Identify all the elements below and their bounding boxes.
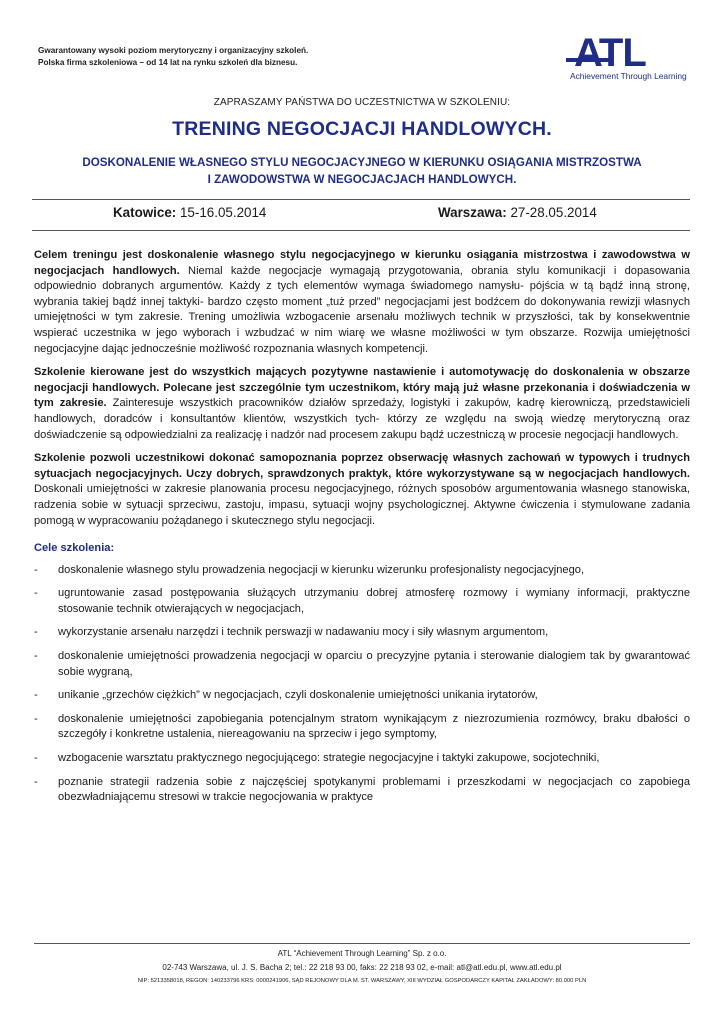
location-dates: 15-16.05.2014 (179, 205, 267, 220)
paragraph-lead: Szkolenie pozwoli uczestnikowi dokonać samopoznania poprzez obserwację własnych zachowań w typowych i trudnych sytuacjach negocjacyjnych. Uczy dobrych, sprawdzonych praktyk, które wykorzystywane są w negocjacjach handlowych. (34, 452, 690, 480)
header-tagline (38, 45, 308, 69)
goals-list (34, 563, 690, 806)
page-subtitle (40, 154, 684, 188)
goal-text: wykorzystanie arsenału narzędzi i technik perswazji w nadawaniu mocy i siły własnym argumentom, (58, 626, 549, 639)
atl-logo (566, 30, 692, 88)
logo-text: ATL (574, 31, 646, 75)
goal-item: - poznanie strategii radzenia sobie z najczęściej spotykanymi problemami i przeszkodami w negocjacjach co zapobiega obezwładniającemu stresowi w trakcie negocjowania w praktyce (34, 775, 690, 804)
location-warszawa (438, 205, 597, 220)
divider-top (32, 199, 690, 200)
goal-text: doskonalenie umiejętności prowadzenia negocjacji w oparciu o precyzyjne pytania i sterowanie dialogiem tak by gwarantować sobie wygraną, (58, 650, 690, 678)
paragraph-body: Zainteresuje wszystkich pracowników działów sprzedaży, logistyki i zakupów, kadrę kierowniczą, przedstawicieli handlowych, doradców i konsultantów klientów, wszystkich tych- którzy ze względu na swoją wiedzę merytoryczną oraz doświadczenie są odpowiedzialni za realizację i nadzór nad procesem zakupu bądź uczestniczą w procesie negocjacji handlowych. (34, 397, 690, 441)
paragraph-lead: Szkolenie kierowane jest do wszystkich mających pozytywne nastawienie i automotywację do doskonalenia w obszarze negocjacji handlowych. Polecane jest szczególnie tym uczestnikom, który mają już własne przekonania i doświadczenia w tym zakresie. (34, 366, 690, 410)
goal-item: - wykorzystanie arsenału narzędzi i technik perswazji w nadawaniu mocy i siły własnym argumentom, (34, 626, 549, 639)
goal-item: - ugruntowanie zasad postępowania służących utrzymaniu dobrej atmosferę rozmowy i wymiany informacji, praktyczne stosowanie technik otwierających w negocjacjach, (34, 587, 690, 615)
invite-text: ZAPRASZAMY PAŃSTWA DO UCZESTNICTWA W SZKOLENIU: (213, 97, 511, 108)
goal-item: - unikanie „grzechów ciężkich” w negocjacjach, czyli doskonalenie umiejętności unikania irytatorów, (34, 689, 538, 702)
goal-text: unikanie „grzechów ciężkich” w negocjacjach, czyli doskonalenie umiejętności unikania irytatorów, (58, 689, 538, 702)
subtitle-line-2: I ZAWODOWSTWA W NEGOCJACJACH HANDLOWYCH. (207, 173, 517, 186)
goal-item: - wzbogacenie warsztatu praktycznego negocjującego: strategie negocjacyjne i taktyki zakupowe, socjotechniki, (34, 752, 600, 765)
divider-bottom (32, 230, 690, 231)
goal-item: - doskonalenie własnego stylu prowadzenia negocjacji w kierunku wizerunku profesjonalisty negocjacyjnego, (34, 563, 585, 576)
goals-heading: Cele szkolenia: (34, 542, 115, 555)
location-city: Warszawa: (438, 205, 507, 220)
audience-paragraph (34, 365, 690, 443)
footer-company: ATL “Achievement Through Learning” Sp. z o.o. (277, 949, 447, 958)
main-content (34, 248, 690, 814)
location-katowice (113, 205, 266, 220)
goal-text: ugruntowanie zasad postępowania służących utrzymaniu dobrej atmosferę rozmowy i wymiany informacji, praktyczne stosowanie technik otwierających w negocjacjach, (58, 587, 690, 615)
footer-address: 02-743 Warszawa, ul. J. S. Bacha 2; tel.: 22 218 93 00, faks: 22 218 93 02, e-mail: atl@atl.edu.pl, www.atl.edu.pl (162, 963, 562, 972)
goal-text: doskonalenie własnego stylu prowadzenia negocjacji w kierunku wizerunku profesjonalisty negocjacyjnego, (58, 563, 585, 576)
footer-divider (34, 943, 690, 944)
goal-item: - doskonalenie umiejętności zapobiegania potencjalnym stratom wynikającym z niezrozumienia rozmówcy, braku dbałości o szczegóły i konkretne ustalenia, niereagowaniu na sprzeciw i jego symptomy, (34, 712, 690, 741)
benefits-paragraph (34, 451, 690, 529)
page-title: TRENING NEGOCJACJI HANDLOWYCH. (172, 118, 552, 140)
tagline-line-1: Gwarantowany wysoki poziom merytoryczny i organizacyjny szkoleń. (38, 46, 309, 55)
paragraph-lead: Celem treningu jest doskonalenie własnego stylu negocjacyjnego w kierunku osiągania mistrzostwa i zawodowstwa w negocjacjach handlowych. (34, 249, 690, 277)
location-city: Katowice: (113, 205, 177, 220)
tagline-line-2: Polska firma szkoleniowa – od 14 lat na rynku szkoleń dla biznesu. (38, 58, 298, 67)
location-dates: 27-28.05.2014 (510, 205, 597, 220)
footer-registry: NIP: 5213358018, REGON: 140233796 KRS: 0000241906, SĄD REJONOWY DLA M. ST. WARSZAWY, XIII WYDZIAŁ GOSPODARCZY KAPITAŁ ZAKŁADOWY: 80.000 PLN (137, 978, 587, 984)
goal-text: wzbogacenie warsztatu praktycznego negocjującego: strategie negocjacyjne i taktyki zakupowe, socjotechniki, (58, 752, 600, 765)
logo-subtitle: Achievement Through Learning (570, 71, 687, 81)
paragraph-body: Niemal każde negocjacje wymagają przygotowania, obrania stylu komunikacji i dopasowania odpowiednio dobranych argumentów. Każdy z tych elementów wymaga świadomego namysłu- pójścia w tą bądź inną stronę, wybrania takiej bądź innej taktyki- bardzo często moment „tuż przed” negocjacjami jest bodźcem do dokonywania rewizji własnych umiejętności w tym zakresie. Trening umożliwia wzbogacenie arsenału możliwych technik w przyszłości, tak by konsekwentnie wspierać uczestnika w jego wyborach i wzbudzać w nim wiarę we własne możliwości w tym obszarze. Rozwija umiejętności negocjacyjne dając jednocześnie możliwość rozpoznania własnych kompetencji. (34, 264, 690, 355)
atl-logo-graphic (566, 30, 692, 88)
subtitle-line-1: DOSKONALENIE WŁASNEGO STYLU NEGOCJACYJNEGO W KIERUNKU OSIĄGANIA MISTRZOSTWA (82, 156, 642, 169)
intro-paragraph (34, 248, 690, 357)
goal-text: doskonalenie umiejętności zapobiegania potencjalnym stratom wynikającym z niezrozumienia rozmówcy, braku dbałości o szczegóły i konkretne ustalenia, niereagowaniu na sprzeciw i jego symptomy, (58, 712, 690, 741)
goal-item: - doskonalenie umiejętności prowadzenia negocjacji w oparciu o precyzyjne pytania i sterowanie dialogiem tak by gwarantować sobie wygraną, (34, 650, 690, 678)
goal-text: poznanie strategii radzenia sobie z najczęściej spotykanymi problemami i przeszkodami w negocjacjach co zapobiega obezwładniającemu stresowi w trakcie negocjowania w praktyce (58, 775, 690, 804)
paragraph-body: Doskonali umiejętności w zakresie planowania procesu negocjacyjnego, różnych sposobów argumentowania własnego stanowiska, radzenia sobie w sytuacji sprzeciwu, zastoju, impasu, sytuacji wojny psychologicznej. Aktywne ćwiczenia i stymulowane zadania pomogą w wypracowaniu pożądanego i skutecznego stylu negocjacji. (34, 483, 690, 527)
